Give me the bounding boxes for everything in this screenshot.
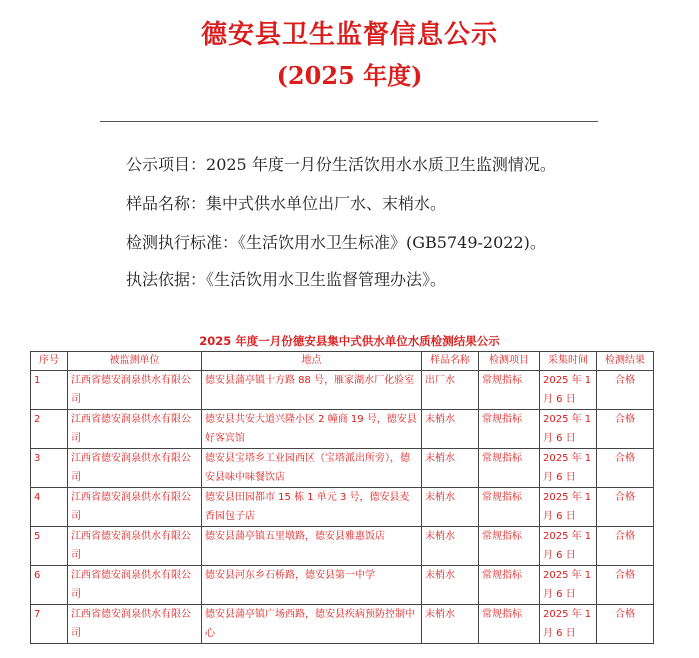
cell-item: 常规指标 [479, 449, 540, 488]
table-row [31, 449, 654, 488]
info-label: 执法依据： [126, 270, 207, 289]
cell-location: 德安县蒲亭镇十方路 88 号，雁家湖水厂化验室 [202, 371, 422, 410]
cell-sample: 出厂水 [422, 371, 479, 410]
cell-location: 德安县共安大道兴隆小区 2 幢商 19 号，德安县好客宾馆 [202, 410, 422, 449]
cell-date: 2025 年 1 月 6 日 [540, 488, 597, 527]
header-unit: 被监测单位 [68, 352, 202, 371]
cell-sample: 末梢水 [422, 527, 479, 566]
cell-date: 2025 年 1 月 6 日 [540, 566, 597, 605]
cell-index: 2 [31, 410, 68, 449]
info-line-project [126, 152, 556, 175]
cell-unit: 江西省德安润泉供水有限公司 [68, 371, 202, 410]
table-row [31, 566, 654, 605]
cell-date: 2025 年 1 月 6 日 [540, 371, 597, 410]
cell-result: 合格 [597, 371, 654, 410]
header-index: 序号 [31, 352, 68, 371]
cell-item: 常规指标 [479, 605, 540, 644]
cell-index: 7 [31, 605, 68, 644]
cell-item: 常规指标 [479, 527, 540, 566]
cell-unit: 江西省德安润泉供水有限公司 [68, 605, 202, 644]
info-value: 2025 年度一月份生活饮用水水质卫生监测情况。 [206, 155, 556, 174]
cell-date: 2025 年 1 月 6 日 [540, 449, 597, 488]
header-location: 地点 [202, 352, 422, 371]
cell-sample: 末梢水 [422, 449, 479, 488]
table-caption: 2025 年度一月份德安县集中式供水单位水质检测结果公示 [199, 334, 500, 348]
cell-unit: 江西省德安润泉供水有限公司 [68, 449, 202, 488]
cell-result: 合格 [597, 410, 654, 449]
cell-result: 合格 [597, 527, 654, 566]
cell-unit: 江西省德安润泉供水有限公司 [68, 410, 202, 449]
cell-location: 德安县田园都市 15 栋 1 单元 3 号，德安县麦香园包子店 [202, 488, 422, 527]
cell-index: 6 [31, 566, 68, 605]
cell-sample: 末梢水 [422, 488, 479, 527]
info-line-standard [126, 230, 546, 253]
cell-sample: 末梢水 [422, 566, 479, 605]
cell-sample: 末梢水 [422, 410, 479, 449]
cell-location: 德安县河东乡石桥路，德安县第一中学 [202, 566, 422, 605]
cell-unit: 江西省德安润泉供水有限公司 [68, 527, 202, 566]
header-result: 检测结果 [597, 352, 654, 371]
cell-location: 德安县蒲亭镇广场西路，德安县疾病预防控制中心 [202, 605, 422, 644]
results-table [30, 351, 654, 644]
header-item: 检测项目 [479, 352, 540, 371]
title-divider [100, 121, 598, 122]
cell-unit: 江西省德安润泉供水有限公司 [68, 566, 202, 605]
header-sample: 样品名称 [422, 352, 479, 371]
cell-index: 4 [31, 488, 68, 527]
cell-result: 合格 [597, 566, 654, 605]
cell-date: 2025 年 1 月 6 日 [540, 410, 597, 449]
cell-item: 常规指标 [479, 488, 540, 527]
table-row [31, 410, 654, 449]
table-row [31, 605, 654, 644]
cell-item: 常规指标 [479, 371, 540, 410]
header-date: 采集时间 [540, 352, 597, 371]
cell-index: 1 [31, 371, 68, 410]
cell-location: 德安县宝塔乡工业园西区（宝塔派出所旁），德安县味中味餐饮店 [202, 449, 422, 488]
table-row [31, 488, 654, 527]
table-row [31, 527, 654, 566]
info-value: 《生活饮用水卫生标准》(GB5749-2022)。 [238, 233, 546, 252]
cell-result: 合格 [597, 605, 654, 644]
cell-date: 2025 年 1 月 6 日 [540, 605, 597, 644]
info-line-basis [126, 267, 446, 290]
table-header-row [31, 352, 654, 371]
cell-index: 5 [31, 527, 68, 566]
document-year: (2025 年度) [276, 61, 423, 90]
info-line-sample [126, 191, 446, 214]
info-label: 样品名称： [126, 194, 207, 213]
cell-result: 合格 [597, 449, 654, 488]
document-title: 德安县卫生监督信息公示 [200, 20, 498, 50]
info-value: 《生活饮用水卫生监督管理办法》。 [206, 270, 447, 289]
cell-unit: 江西省德安润泉供水有限公司 [68, 488, 202, 527]
cell-item: 常规指标 [479, 410, 540, 449]
cell-item: 常规指标 [479, 566, 540, 605]
info-label: 检测执行标准： [126, 233, 239, 252]
cell-result: 合格 [597, 488, 654, 527]
cell-location: 德安县蒲亭镇五里墩路，德安县雅惠饭店 [202, 527, 422, 566]
cell-sample: 末梢水 [422, 605, 479, 644]
table-row [31, 371, 654, 410]
cell-index: 3 [31, 449, 68, 488]
info-label: 公示项目： [126, 155, 207, 174]
info-value: 集中式供水单位出厂水、末梢水。 [206, 194, 447, 213]
cell-date: 2025 年 1 月 6 日 [540, 527, 597, 566]
